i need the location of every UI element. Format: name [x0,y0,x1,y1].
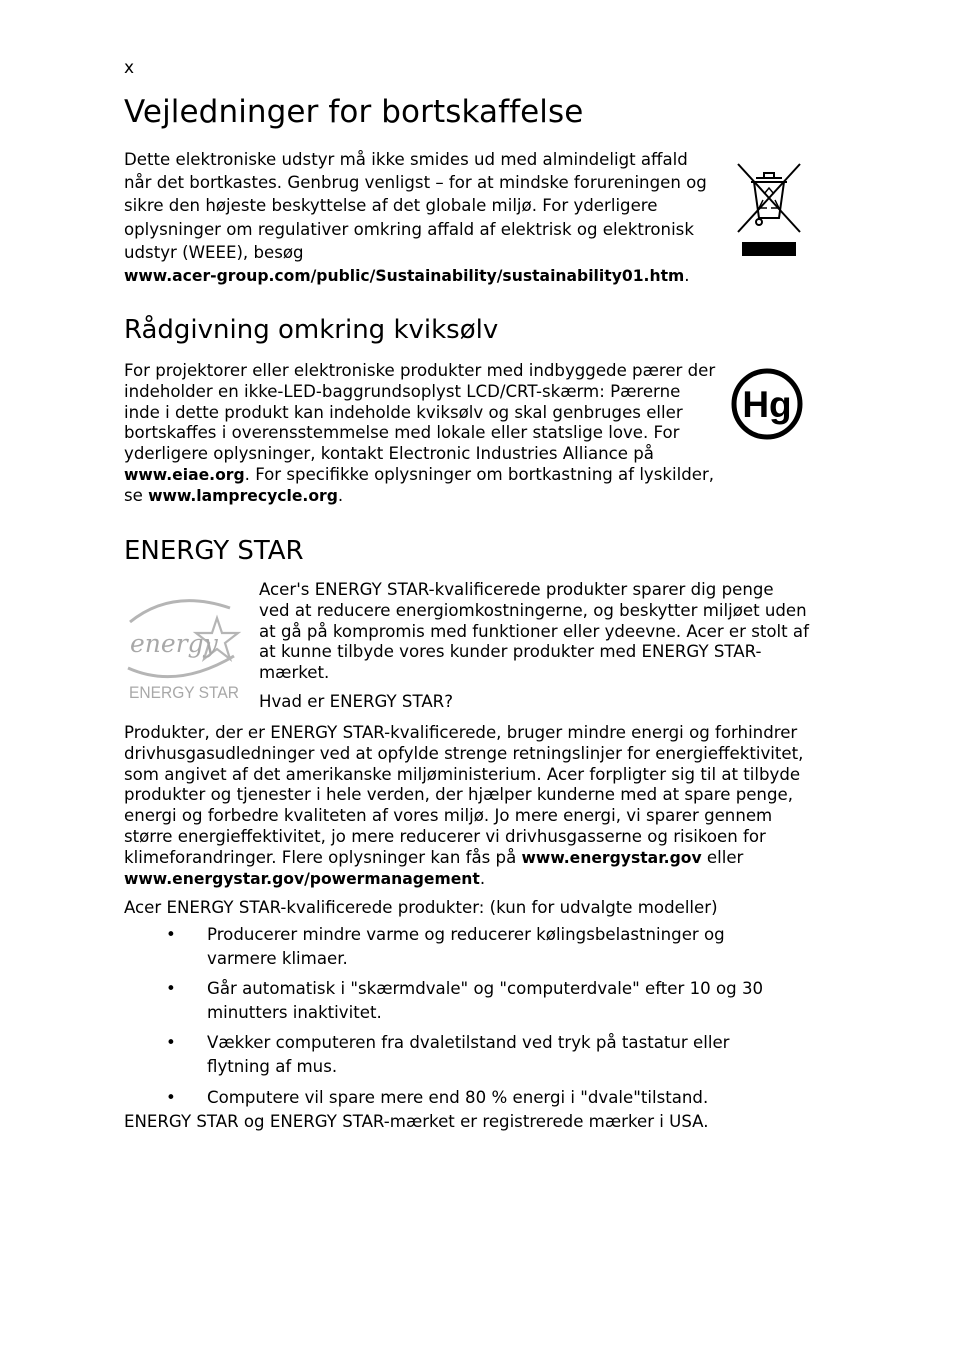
disposal-period: . [684,266,690,286]
mercury-paragraph [124,361,719,507]
energy-star-logo-icon [122,590,246,705]
mercury-text-2: . For specifikke oplysninger om bortkastning af lyskilder, se [124,464,715,505]
disposal-paragraph [124,148,714,288]
list-item: • Producerer mindre varme og reducerer kølingsbelastninger og varmere klimaer. [166,925,725,968]
energy-star-heading: ENERGY STAR [124,536,304,566]
list-item: • Computere vil spare mere end 80 % energi i "dvale"tilstand. [124,1086,764,1110]
lamprecycle-link[interactable]: www.lamprecycle.org [148,486,338,505]
energy-logo-script: energy [130,629,218,658]
energy-star-list-intro: Acer ENERGY STAR-kvalificerede produkter: (kun for udvalgte modeller) [124,898,718,917]
energy-logo-caption: ENERGY STAR [129,683,239,702]
disposal-heading: Vejledninger for bortskaffelse [124,94,584,130]
mercury-text-1: For projektorer eller elektroniske produkter med indbyggede pærer der indeholder en ikke-LED-baggrundsoplyst LCD/CRT-skærm: Pærerne inde i dette produkt kan indeholde kviksølv og skal genbruges eller bortskaffes i overensstemmelse med lokale eller statslige love. For yderligere oplysninger, kontakt Electronic Industries Alliance på [124,361,716,464]
energy-star-between: eller [701,847,744,867]
bullet: • [166,979,176,999]
weee-crossed-bin-icon [734,160,804,256]
bullet: • [166,1087,176,1107]
eiae-link[interactable]: www.eiae.org [124,465,245,484]
list-item: • Går automatisk i "skærmdvale" og "computerdvale" efter 10 og 30 minutters inaktivitet. [166,979,764,1022]
list-item: • Vækker computeren fra dvaletilstand ved tryk på tastatur eller flytning af mus. [166,1033,730,1076]
page-number: x [124,58,135,78]
mercury-hg-icon [728,366,806,442]
acer-sustainability-link[interactable]: www.acer-group.com/public/Sustainability/sustainability01.htm [124,267,685,286]
bullet: • [166,925,176,944]
bullet: • [166,1033,176,1053]
disposal-text: Dette elektroniske udstyr må ikke smides ud med almindeligt affald når det bortkastes. Genbrug venligst – for at mindske forureningen og sikre den højeste beskyttelse af det globale miljø. For yderligere oplysninger om regulativer omkring affald af elektrisk og elektronisk udstyr (WEEE), besøg [124,150,707,262]
energy-star-body [124,723,814,889]
energy-star-question: Hvad er ENERGY STAR? [259,692,454,711]
mercury-text-3: . [337,485,344,505]
hg-label: Hg [742,384,792,425]
mercury-heading: Rådgivning omkring kviksølv [124,315,499,345]
energy-star-trademark-note: ENERGY STAR og ENERGY STAR-mærket er registrerede mærker i USA. [124,1112,709,1131]
energystar-powermanagement-link[interactable]: www.energystar.gov/powermanagement [124,869,480,888]
energystar-link[interactable]: www.energystar.gov [521,848,702,867]
energy-star-body-text: Produkter, der er ENERGY STAR-kvalificerede, bruger mindre energi og forhindrer drivhusgasudledninger ved at opfylde strenge retningslinjer for energieffektivitet, som angivet af det amerikanske miljøministerium. Acer forpligter sig til at tilbyde produkter og tjenester i hele verden, der hjælper kunderne med at spare penge, energi og forbedre kvaliteten af vores miljø. Jo mere energi, vi sparer gennem større energieffektivitet, jo mere reducerer vi drivhusgasserne og risikoen for klimeforandringer. Flere oplysninger kan fås på [124,723,804,867]
energy-star-after: . [479,868,486,888]
energy-star-intro: Acer's ENERGY STAR-kvalificerede produkter sparer dig penge ved at reducere energiomkostningerne, og beskytter miljøet uden at gå på kompromis med funktioner eller ydeevne. Acer er stolt af at kunne tilbyde vores kunder produkter med ENERGY STAR-mærket. [259,580,809,683]
energy-star-benefits-list [124,923,764,1116]
